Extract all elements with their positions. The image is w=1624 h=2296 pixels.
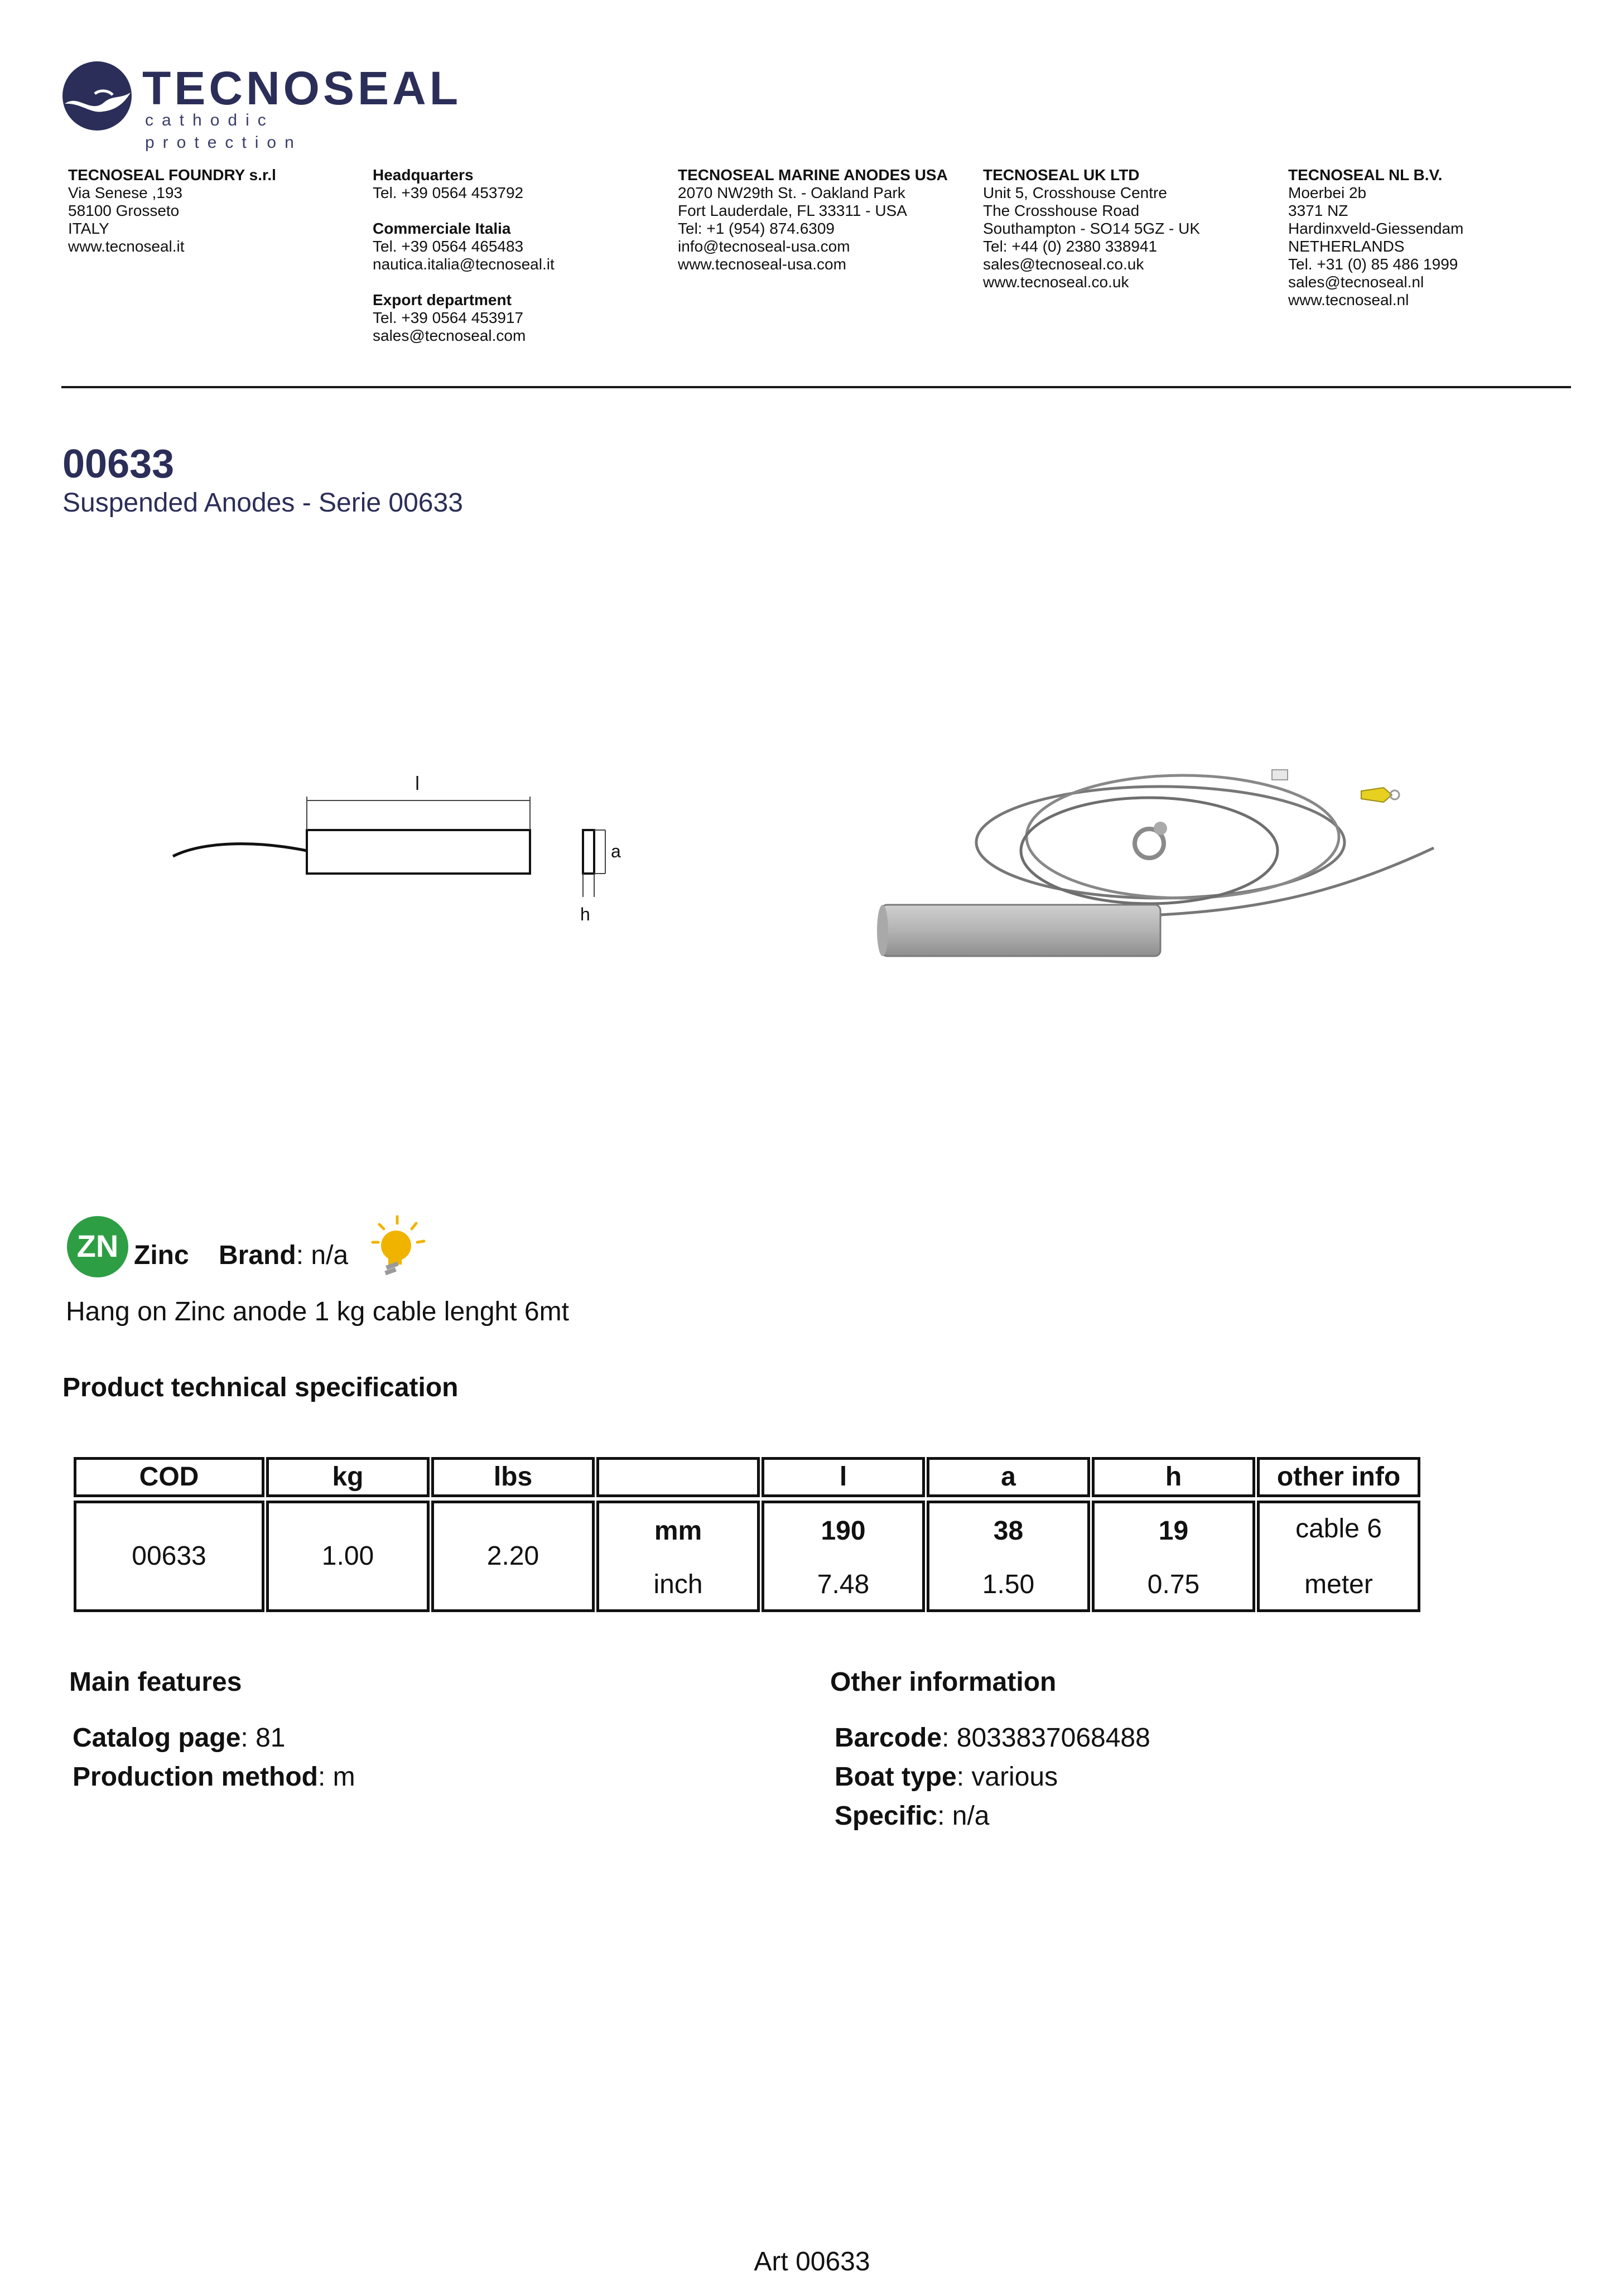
product-code: 00633 [62,442,175,486]
info-barcode [835,1721,1150,1755]
address-line: 2070 NW29th St. - Oakland Park [678,184,905,201]
feature-catalog-page [73,1721,285,1755]
catalog-page-value: : 81 [240,1723,286,1753]
address-line: www.tecnoseal.nl [1288,291,1409,308]
address-line: Commerciale Italia [373,220,511,237]
address-line: www.tecnoseal-usa.com [678,255,846,273]
cell-other-info [1257,1501,1420,1612]
other-info-line2: meter [1304,1570,1373,1599]
address-usa [678,166,979,273]
address-line: Tel: +1 (954) 874.6309 [678,220,835,237]
header-cod: COD [74,1457,264,1497]
h-mm: 19 [1158,1516,1189,1546]
address-line: The Crosshouse Road [983,202,1140,219]
barcode-label: Barcode [835,1723,942,1753]
cell-kg: 1.00 [266,1501,430,1612]
brand-tagline: cathodic protection [145,111,302,152]
header-h: h [1092,1457,1255,1497]
wave-logo-icon [61,60,134,133]
header-l: l [762,1457,925,1497]
a-inch: 1.50 [982,1570,1035,1599]
address-uk [983,166,1284,291]
address-italy [68,166,369,255]
address-line: Export department [373,291,512,308]
cell-lbs: 2.20 [431,1501,595,1612]
lightbulb-icon [368,1213,430,1280]
boat-type-value: : various [956,1762,1058,1792]
h-inch: 0.75 [1147,1570,1200,1599]
specific-value: : n/a [937,1801,990,1831]
a-mm: 38 [993,1516,1024,1546]
address-line [373,273,674,291]
material-line [134,1239,348,1272]
header-a: a [927,1457,1090,1497]
dimension-drawing [167,764,642,932]
brand-name: TECNOSEAL [142,62,462,114]
specific-label: Specific [835,1801,938,1831]
address-line: TECNOSEAL MARINE ANODES USA [678,166,948,184]
header-unit [596,1457,760,1497]
address-line: www.tecnoseal.it [68,238,185,255]
address-line: www.tecnoseal.co.uk [983,273,1129,291]
label-a: a [611,841,621,861]
brand-value: : n/a [296,1241,349,1270]
address-line [373,202,674,220]
address-line: Tel. +39 0564 465483 [373,238,524,255]
info-specific [835,1800,989,1833]
cell-cod: 00633 [74,1501,264,1612]
barcode-value: : 8033837068488 [942,1723,1150,1753]
address-line: info@tecnoseal-usa.com [678,238,850,255]
header-kg: kg [266,1457,430,1497]
address-line: Hardinxveld-Giessendam [1288,220,1464,237]
production-method-value: : m [317,1762,355,1792]
label-l: l [415,773,420,794]
address-line: Via Senese ,193 [68,184,182,201]
l-mm: 190 [821,1516,866,1546]
address-line: Unit 5, Crosshouse Centre [983,184,1167,201]
address-line: Moerbei 2b [1288,184,1367,201]
address-line: Headquarters [373,166,474,184]
header-lbs: lbs [431,1457,595,1497]
address-nl [1288,166,1589,309]
boat-type-label: Boat type [835,1762,957,1792]
address-line: TECNOSEAL UK LTD [983,166,1140,184]
address-headquarters [373,166,674,345]
cell-a [927,1501,1090,1612]
unit-mm: mm [654,1516,702,1546]
address-line: NETHERLANDS [1288,238,1405,255]
product-description: Hang on Zinc anode 1 kg cable lenght 6mt [66,1297,569,1327]
address-line: 3371 NZ [1288,202,1348,219]
feature-production-method [73,1760,355,1794]
zinc-badge-icon: ZN [67,1216,128,1277]
brand-label: Brand [219,1241,296,1270]
cell-units [596,1501,760,1612]
info-boat-type [835,1760,1058,1794]
cell-h [1092,1501,1255,1612]
catalog-page-label: Catalog page [73,1723,241,1753]
production-method-label: Production method [73,1762,318,1792]
footer-article: Art 00633 [754,2247,870,2276]
product-subtitle: Suspended Anodes - Serie 00633 [62,488,463,518]
unit-inch: inch [653,1570,703,1599]
address-line: sales@tecnoseal.com [373,327,526,344]
address-line: Tel. +39 0564 453917 [373,309,524,326]
label-h: h [580,904,590,924]
address-line: Southampton - SO14 5GZ - UK [983,220,1201,237]
spec-title: Product technical specification [62,1373,459,1402]
other-info-line1: cable 6 [1295,1514,1382,1543]
address-line: TECNOSEAL FOUNDRY s.r.l [68,166,276,184]
other-information-title: Other information [830,1667,1057,1697]
address-line: Tel. +31 (0) 85 486 1999 [1288,255,1458,273]
address-line: nautica.italia@tecnoseal.it [373,255,555,273]
material-name: Zinc [134,1241,189,1270]
address-line: TECNOSEAL NL B.V. [1288,166,1443,184]
product-photo [870,747,1456,971]
header-divider [61,386,1571,388]
address-line: sales@tecnoseal.co.uk [983,255,1144,273]
address-line: 58100 Grosseto [68,202,180,219]
header-other-info: other info [1257,1457,1420,1497]
address-line: Tel. +39 0564 453792 [373,184,524,201]
address-line: ITALY [68,220,109,237]
address-line: sales@tecnoseal.nl [1288,273,1424,291]
address-line: Tel: +44 (0) 2380 338941 [983,238,1158,255]
cell-l [762,1501,925,1612]
tecnoseal-logo [61,60,462,152]
address-line: Fort Lauderdale, FL 33311 - USA [678,202,907,219]
main-features-title: Main features [69,1667,242,1697]
l-inch: 7.48 [817,1570,870,1599]
